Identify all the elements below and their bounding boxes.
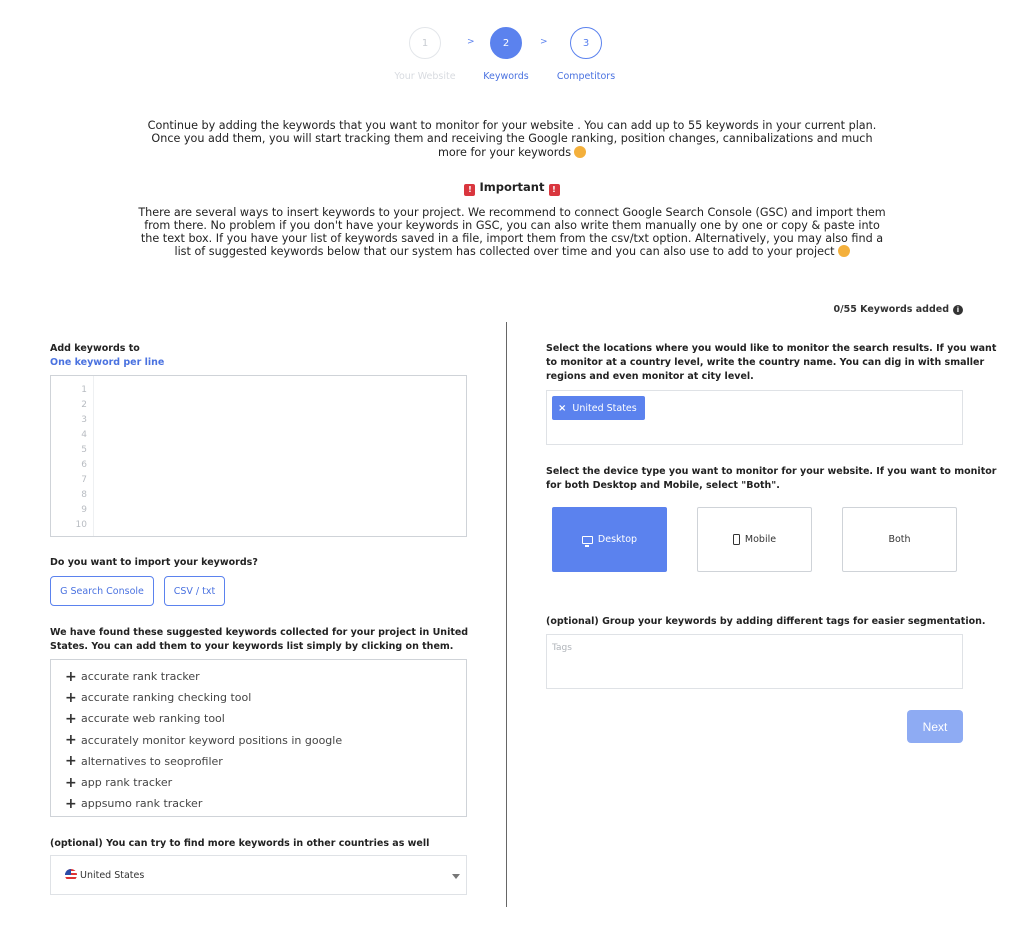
- close-icon[interactable]: ×: [558, 402, 567, 414]
- device-both-button[interactable]: Both: [842, 507, 957, 572]
- step-3-circle[interactable]: 3: [570, 27, 602, 59]
- step-1-circle[interactable]: 1: [409, 27, 441, 59]
- suggested-keyword-label: accurate web ranking tool: [81, 712, 225, 726]
- important-line: the text box. If you have your list of keywords saved in a file, import them from the csv/txt option. Alternatively, you may also find a: [140, 231, 884, 245]
- keywords-textarea[interactable]: [94, 376, 466, 536]
- next-button[interactable]: Next: [907, 710, 963, 743]
- suggested-keyword-label: accurate rank tracker: [81, 670, 200, 684]
- tags-box[interactable]: [546, 634, 963, 689]
- muscle-emoji-icon: [574, 146, 586, 158]
- intro-text: [130, 120, 894, 159]
- add-keywords-hint: One keyword per line: [50, 357, 165, 368]
- plus-icon: +: [65, 795, 77, 812]
- suggested-keywords-list[interactable]: [50, 659, 467, 817]
- suggested-keyword-item[interactable]: [51, 708, 466, 729]
- important-line: from there. No problem if you don't have your keywords in GSC, you can also write them manually one by one or copy & paste into: [144, 218, 880, 232]
- line-number: 4: [81, 430, 87, 440]
- line-number: 10: [75, 520, 87, 530]
- suggested-keyword-label: accurately monitor keyword positions in google: [81, 733, 343, 747]
- important-text: [130, 207, 894, 259]
- monitor-icon: [582, 536, 593, 544]
- suggested-keywords-label: We have found these suggested keywords collected for your project in United States. You can add them to your keywords list simply by clicking on them.: [50, 627, 469, 652]
- gsc-import-button[interactable]: G Search Console: [50, 576, 154, 606]
- plus-icon: +: [65, 732, 77, 749]
- step-separator: >: [540, 37, 548, 47]
- device-mobile-button[interactable]: Mobile: [697, 507, 812, 572]
- plus-icon: +: [65, 710, 77, 727]
- suggested-keyword-item[interactable]: [51, 730, 466, 751]
- location-tag[interactable]: × United States: [552, 396, 645, 420]
- country-label: (optional) You can try to find more keywords in other countries as well: [50, 838, 430, 849]
- location-input[interactable]: [546, 390, 963, 445]
- important-line: list of suggested keywords below that our system has collected over time and you can also use to add to your project: [130, 245, 894, 259]
- line-number: 9: [81, 505, 87, 515]
- siren-icon: !: [464, 184, 475, 196]
- suggested-keyword-label: alternatives to seoprofiler: [81, 754, 223, 768]
- line-number: 8: [81, 490, 87, 500]
- suggested-keyword-item[interactable]: [51, 666, 466, 687]
- smile-emoji-icon: [838, 245, 850, 257]
- device-label: Select the device type you want to monitor for your website. If you want to monitor for both Desktop and Mobile, select "Both".: [546, 466, 997, 491]
- intro-line: more for your keywords: [130, 146, 894, 160]
- plus-icon: +: [65, 668, 77, 685]
- line-number: 2: [81, 400, 87, 410]
- us-flag-icon: [65, 869, 77, 881]
- device-desktop-button[interactable]: Desktop: [552, 507, 667, 572]
- step-1-label: Your Website: [394, 71, 456, 82]
- suggested-keyword-label: app rank tracker: [81, 776, 173, 790]
- phone-icon: [733, 534, 740, 545]
- plus-icon: +: [65, 774, 77, 791]
- suggested-keyword-item[interactable]: [51, 772, 466, 793]
- line-number: 7: [81, 475, 87, 485]
- import-label: Do you want to import your keywords?: [50, 557, 258, 568]
- country-select[interactable]: United States: [50, 855, 467, 895]
- intro-line: Continue by adding the keywords that you want to monitor for your website . You can add up to 55 keywords in your current plan.: [147, 119, 877, 132]
- important-line: There are several ways to insert keywords to your project. We recommend to connect Google Search Console (GSC) and import them: [138, 206, 886, 219]
- intro-line: Once you add them, you will start tracking them and receiving the Google ranking, position changes, cannibalizations and much: [151, 131, 873, 145]
- keywords-editor[interactable]: [50, 375, 467, 537]
- step-2-circle[interactable]: 2: [490, 27, 522, 59]
- important-heading: ! Important !: [0, 180, 1024, 196]
- step-separator: >: [467, 37, 475, 47]
- suggested-keyword-label: appsumo rank tracker: [81, 797, 203, 811]
- step-3-label: Competitors: [556, 71, 616, 82]
- stepper: [0, 27, 1024, 87]
- line-number: 6: [81, 460, 87, 470]
- step-2-label: Keywords: [483, 71, 529, 82]
- line-number: 5: [81, 445, 87, 455]
- chevron-down-icon: [452, 874, 460, 879]
- line-number: 3: [81, 415, 87, 425]
- info-icon[interactable]: i: [953, 305, 963, 315]
- line-number-gutter: [51, 376, 94, 536]
- location-label: Select the locations where you would like to monitor the search results. If you want to monitor at a country level, write the country name. You can dig in with smaller regions and even monitor at city level.: [546, 343, 997, 382]
- plus-icon: +: [65, 689, 77, 706]
- suggested-keyword-item[interactable]: [51, 793, 466, 814]
- siren-icon: !: [549, 184, 560, 196]
- add-keywords-label: Add keywords to: [50, 343, 140, 354]
- plus-icon: +: [65, 753, 77, 770]
- suggested-keyword-item[interactable]: [51, 687, 466, 708]
- column-divider: [506, 322, 507, 907]
- suggested-keyword-item[interactable]: [51, 751, 466, 772]
- csv-import-button[interactable]: CSV / txt: [164, 576, 225, 606]
- tags-input[interactable]: [547, 636, 962, 660]
- tags-label: (optional) Group your keywords by adding different tags for easier segmentation.: [546, 616, 986, 627]
- keyword-counter: 0/55 Keywords added i: [834, 304, 963, 315]
- line-number: 1: [81, 385, 87, 395]
- suggested-keyword-label: accurate ranking checking tool: [81, 691, 252, 705]
